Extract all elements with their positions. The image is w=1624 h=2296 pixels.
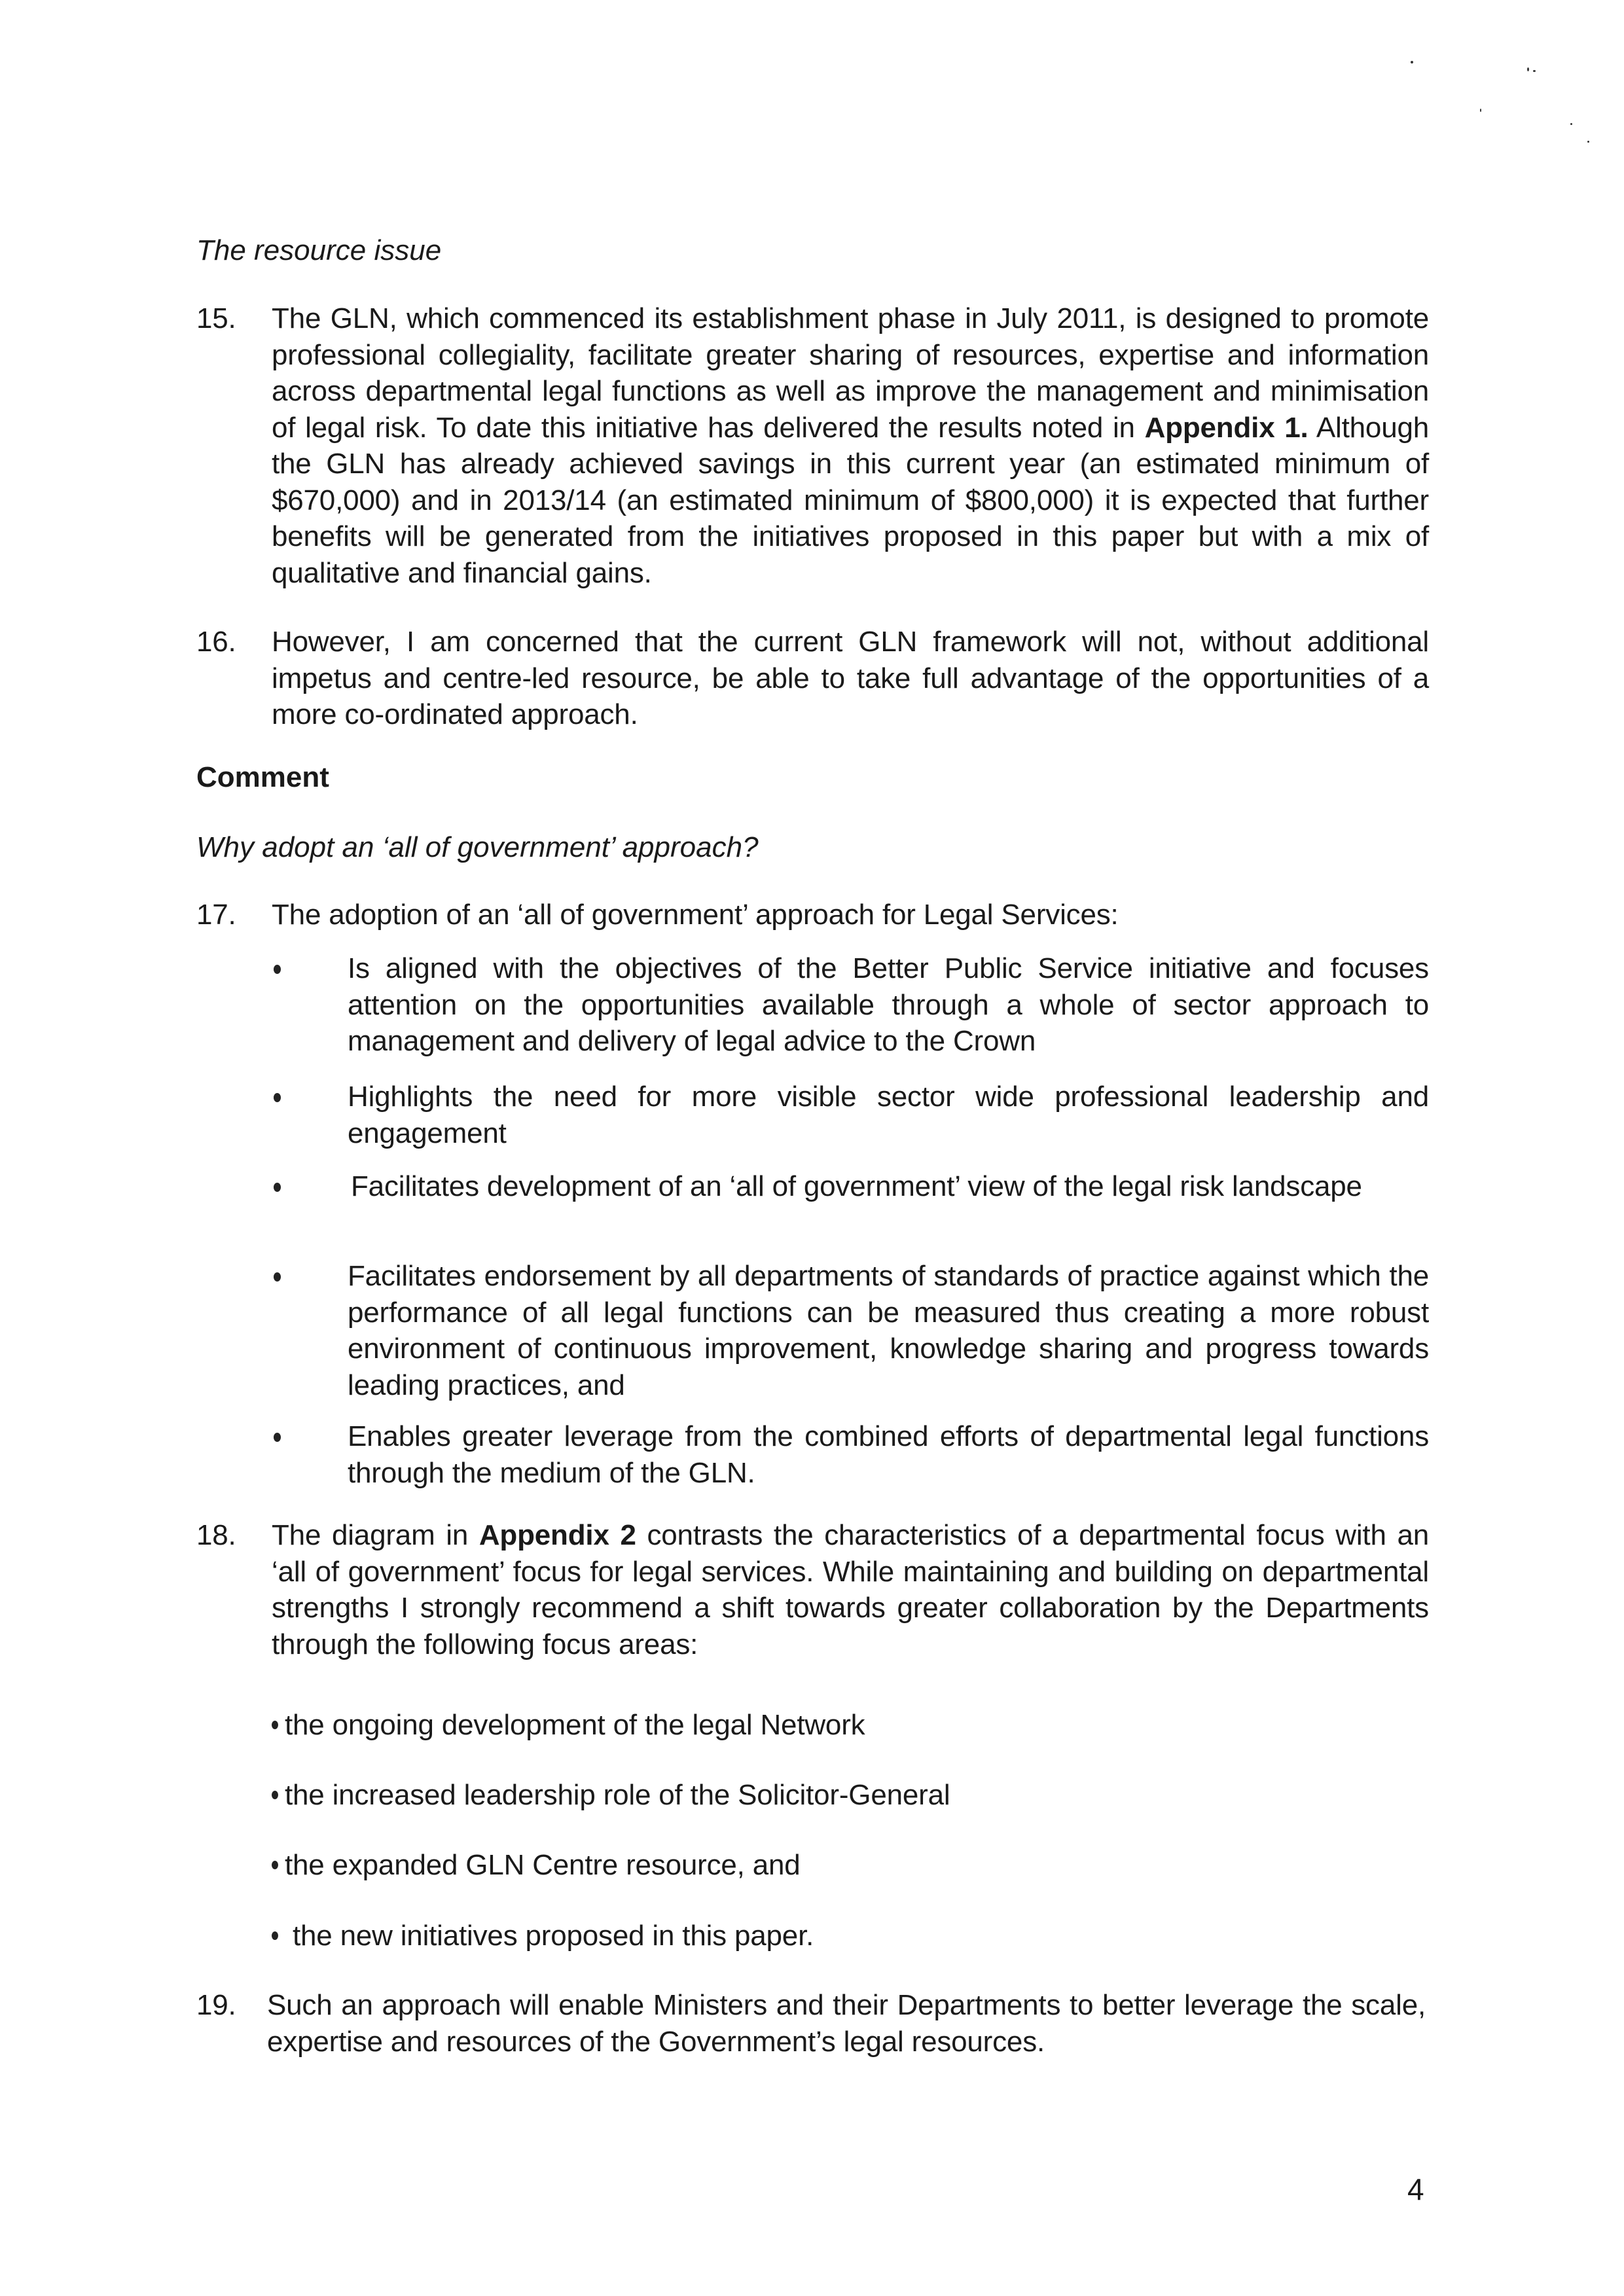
bullet-icon	[274, 1093, 281, 1102]
scan-artifact	[1533, 70, 1536, 72]
focus-area-item	[272, 1707, 865, 1744]
paragraph-number-16: 16.	[196, 626, 236, 658]
paragraph-19: Such an approach will enable Ministers and their Departments to better leverage the scale, expertise and resources of the Government’s legal resources.	[267, 1989, 1426, 2058]
scan-artifact	[1587, 141, 1589, 143]
section-heading-resource-issue: The resource issue	[196, 234, 442, 266]
scan-artifact	[1411, 61, 1413, 63]
section-heading-comment: Comment	[196, 761, 329, 793]
paragraph-15	[272, 300, 1429, 591]
list-item-text: Facilitates development of an ‘all of government’ view of the legal risk landscape	[351, 1170, 1362, 1202]
paragraph-number-15: 15.	[196, 302, 236, 334]
appendix-1-reference: Appendix 1.	[1144, 411, 1308, 444]
paragraph-17: The adoption of an ‘all of government’ approach for Legal Services:	[272, 899, 1119, 931]
list-item-text: Facilitates endorsement by all departments of standards of practice against which the performance of all legal functions can be measured thus creating a more robust environment of continuous improvement, knowledge sharing and progress towards leading practices, and	[348, 1260, 1429, 1401]
list-item-text: Enables greater leverage from the combined efforts of departmental legal functions through the medium of the GLN.	[348, 1420, 1429, 1489]
bullet-icon	[274, 1433, 281, 1442]
paragraph-number-17: 17.	[196, 899, 236, 931]
bullet-icon	[272, 1861, 278, 1869]
paragraph-18-text-a: The diagram in	[272, 1519, 479, 1551]
focus-area-text: the expanded GLN Centre resource, and	[285, 1849, 801, 1881]
paragraph-number-18: 18.	[196, 1519, 236, 1551]
focus-area-item	[272, 1918, 814, 1954]
page-number: 4	[1407, 2172, 1424, 2206]
focus-area-text: the ongoing development of the legal Network	[285, 1709, 865, 1741]
scan-artifact	[1527, 67, 1529, 71]
scan-artifact	[1480, 109, 1481, 112]
scan-artifact	[1570, 123, 1572, 125]
bullet-icon	[272, 1721, 278, 1729]
bullet-icon	[274, 1272, 281, 1282]
focus-area-item	[272, 1777, 950, 1814]
paragraph-15-text-a: The GLN, which commenced its establishment phase in July 2011, is designed to promote professional collegiality, facilitate greater sharing of resources, expertise and information across departmental legal functions as well as improve the management and minimisation of legal risk. To date this initiative has delivered the results noted in	[272, 302, 1429, 444]
paragraph-16: However, I am concerned that the current GLN framework will not, without additional impetus and centre-led resource, be able to take full advantage of the opportunities of a more co-ordinated approach.	[272, 626, 1429, 730]
paragraph-number-19: 19.	[196, 1989, 236, 2021]
bullet-icon	[272, 1931, 278, 1940]
bullet-icon	[274, 965, 281, 974]
subheading-why-adopt: Why adopt an ‘all of government’ approach?	[196, 831, 759, 863]
appendix-2-reference: Appendix 2	[478, 1519, 636, 1551]
paragraph-15-text-b: Although the GLN has already achieved savings in this current year (an estimated minimum of $670,000) and in 2013/14 (an estimated minimum of $800,000) it is expected that further benefits will be generated from the initiatives proposed in this paper but with a mix of qualitative and financial gains.	[272, 411, 1430, 589]
list-item-text: Highlights the need for more visible sector wide professional leadership and engagement	[348, 1081, 1429, 1149]
paragraph-18-text-b: contrasts the characteristics of a departmental focus with an ‘all of government’ focus for legal services. While maintaining and building on departmental strengths I strongly recommend a shift towards greater collaboration by the Departments through the following focus areas:	[272, 1519, 1430, 1660]
list-item-text: Is aligned with the objectives of the Better Public Service initiative and focuses attention on the opportunities available through a whole of sector approach to management and delivery of legal advice to the Crown	[348, 952, 1429, 1057]
bullet-icon	[274, 1183, 281, 1192]
focus-area-text: the increased leadership role of the Solicitor-General	[285, 1779, 950, 1811]
focus-area-item	[272, 1847, 801, 1884]
paragraph-18	[272, 1517, 1429, 1662]
bullet-icon	[272, 1791, 278, 1799]
focus-area-text: the new initiatives proposed in this paper.	[293, 1920, 814, 1952]
